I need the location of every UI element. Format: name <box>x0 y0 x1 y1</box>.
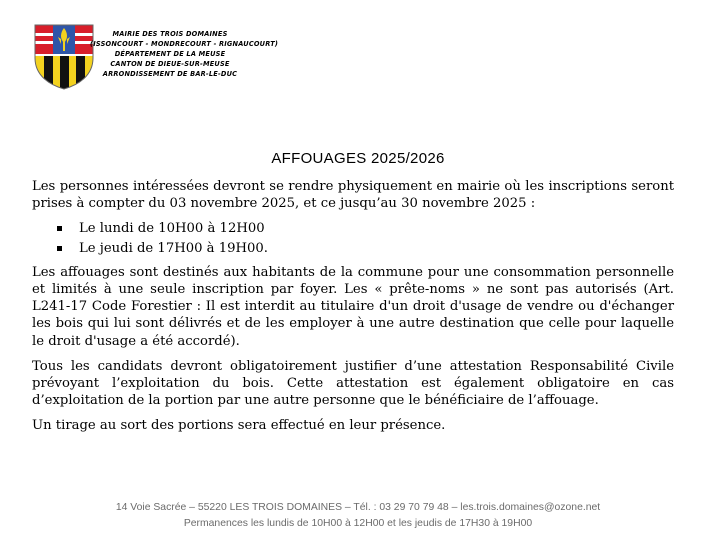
document-title: AFFOUAGES 2025/2026 <box>271 150 445 167</box>
coat-of-arms-icon <box>34 24 94 90</box>
draw-paragraph: Un tirage au sort des portions sera effectué en leur présence. <box>32 418 446 434</box>
eligibility-paragraph: Les affouages sont destinés aux habitants de la commune pour une consommation personnelle et limités à une seule inscription par foyer. Les « prête-noms » ne sont pas autorisés (Art. L241-17 Code Forestier : Il est interdit au titulaire d'un droit d'usage de vendre ou d'échanger les bois qui lui sont délivrés et de les employer à une autre destination que celle pour laquelle le droit d'usage a été accordé). <box>32 264 674 349</box>
page-footer <box>0 500 716 531</box>
document-body <box>32 178 674 443</box>
letterhead-line: (ISSONCOURT - MONDRECOURT - RIGNAUCOURT) <box>90 40 279 48</box>
list-item <box>32 220 674 237</box>
intro-paragraph: Les personnes intéressées devront se rendre physiquement en mairie où les inscriptions seront prises à compter du 03 novembre 2025, et ce jusqu’au 30 novembre 2025 : <box>32 179 674 212</box>
letterhead-line: CANTON DE DIEUE-SUR-MEUSE <box>110 60 230 68</box>
list-item <box>32 240 674 257</box>
insurance-paragraph: Tous les candidats devront obligatoirement justifier d’une attestation Responsabilité Civile prévoyant l’exploitation du bois. Cette attestation est également obligatoire en cas d’exploitation de la portion par une autre personne que le bénéficiaire de l’affouage. <box>32 358 674 409</box>
square-bullet-icon <box>57 246 62 251</box>
schedule-item-text: Le lundi de 10H00 à 12H00 <box>79 221 265 237</box>
municipal-crest <box>34 24 94 90</box>
schedule-list <box>32 220 674 256</box>
footer-contact: 14 Voie Sacrée – 55220 LES TROIS DOMAINES – Tél. : 03 29 70 79 48 – les.trois.domaines@ozone.net <box>115 502 601 513</box>
schedule-item-text: Le jeudi de 17H00 à 19H00. <box>79 240 268 256</box>
letterhead-line: DÉPARTEMENT DE LA MEUSE <box>114 50 226 58</box>
footer-hours: Permanences les lundis de 10H00 à 12H00 et les jeudis de 17H30 à 19H00 <box>183 517 533 529</box>
letterhead-line: ARRONDISSEMENT DE BAR-LE-DUC <box>102 70 238 78</box>
square-bullet-icon <box>57 226 62 231</box>
letterhead <box>90 29 279 79</box>
letterhead-line: MAIRIE DES TROIS DOMAINES <box>112 30 228 38</box>
